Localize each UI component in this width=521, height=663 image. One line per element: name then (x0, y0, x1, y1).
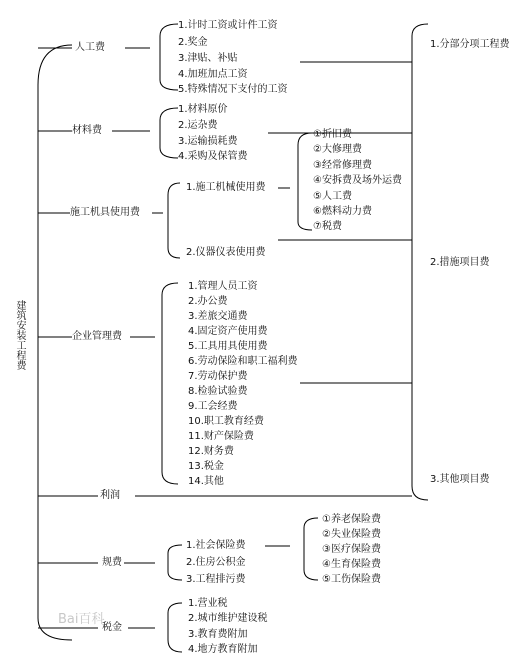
machine-cost-item: ④安拆费及场外运费 (313, 175, 402, 186)
material-item: 4.采购及保管费 (178, 151, 248, 162)
fee-item: 3.工程排污费 (186, 574, 246, 585)
baike-watermark: Bai百科 (58, 612, 105, 627)
category-tax: 税金 (102, 622, 122, 633)
management-item: 11.财产保险费 (188, 431, 254, 442)
management-item: 12.财务费 (188, 446, 234, 457)
category-fees: 规费 (102, 557, 122, 568)
category-material: 材料费 (72, 125, 102, 136)
management-item: 13.税金 (188, 461, 224, 472)
management-item: 4.固定资产使用费 (188, 326, 268, 337)
management-item: 10.职工教育经费 (188, 416, 264, 427)
right-item-other: 3.其他项目费 (430, 474, 490, 485)
category-labor: 人工费 (75, 42, 105, 53)
social-insurance-item: ①养老保险费 (322, 514, 381, 525)
machine-cost-item: ③经常修理费 (313, 160, 372, 171)
brace-machinery (152, 183, 180, 258)
management-item: 7.劳动保护费 (188, 371, 248, 382)
brace-fees (124, 545, 182, 580)
brace-machine-cost (278, 133, 312, 230)
management-item: 3.差旅交通费 (188, 311, 248, 322)
brace-social (265, 518, 318, 580)
material-item: 3.运输损耗费 (178, 136, 238, 147)
machine-cost-item: ⑤人工费 (313, 191, 352, 202)
tax-item: 3.教育费附加 (188, 629, 248, 640)
labor-item: 4.加班加点工资 (178, 69, 248, 80)
management-item: 9.工会经费 (188, 401, 238, 412)
machine-cost-item: ⑥燃料动力费 (313, 206, 372, 217)
material-item: 2.运杂费 (178, 120, 218, 131)
tax-item: 1.营业税 (188, 598, 228, 609)
root-brace (38, 45, 72, 640)
social-insurance-item: ②失业保险费 (322, 529, 381, 540)
brace-labor (125, 24, 178, 90)
tax-item: 4.地方教育附加 (188, 644, 258, 655)
machine-cost-item: ①折旧费 (313, 129, 352, 140)
management-item: 6.劳动保险和职工福利费 (188, 356, 298, 367)
social-insurance-item: ③医疗保险费 (322, 544, 381, 555)
labor-item: 1.计时工资或计件工资 (178, 20, 278, 31)
management-item: 14.其他 (188, 476, 224, 487)
fee-item: 1.社会保险费 (186, 540, 246, 551)
right-brace (412, 24, 428, 500)
management-item: 8.检验试验费 (188, 386, 248, 397)
machine-cost-item: ⑦税费 (313, 221, 342, 232)
machinery-item: 2.仪器仪表使用费 (186, 247, 266, 258)
management-item: 1.管理人员工资 (188, 281, 258, 292)
material-item: 1.材料原价 (178, 104, 228, 115)
labor-item: 5.特殊情况下支付的工资 (178, 84, 288, 95)
tax-item: 2.城市维护建设税 (188, 613, 268, 624)
category-machinery: 施工机具使用费 (70, 207, 140, 218)
machine-cost-item: ②大修理费 (313, 144, 362, 155)
machinery-item: 1.施工机械使用费 (186, 182, 266, 193)
right-item-measures: 2.措施项目费 (430, 257, 490, 268)
labor-item: 3.津贴、补贴 (178, 53, 238, 64)
management-item: 5.工具用具使用费 (188, 341, 268, 352)
right-item-subdivision: 1.分部分项工程费 (430, 39, 510, 50)
brace-management (130, 283, 178, 484)
labor-item: 2.奖金 (178, 37, 208, 48)
category-management: 企业管理费 (72, 331, 122, 342)
brace-tax (128, 603, 182, 652)
social-insurance-item: ④生育保险费 (322, 559, 381, 570)
fee-item: 2.住房公积金 (186, 557, 246, 568)
category-profit: 利润 (100, 490, 120, 501)
root-label: 建筑安装工程费 (14, 300, 25, 370)
brace-material (112, 108, 178, 158)
management-item: 2.办公费 (188, 296, 228, 307)
social-insurance-item: ⑤工伤保险费 (322, 574, 381, 585)
